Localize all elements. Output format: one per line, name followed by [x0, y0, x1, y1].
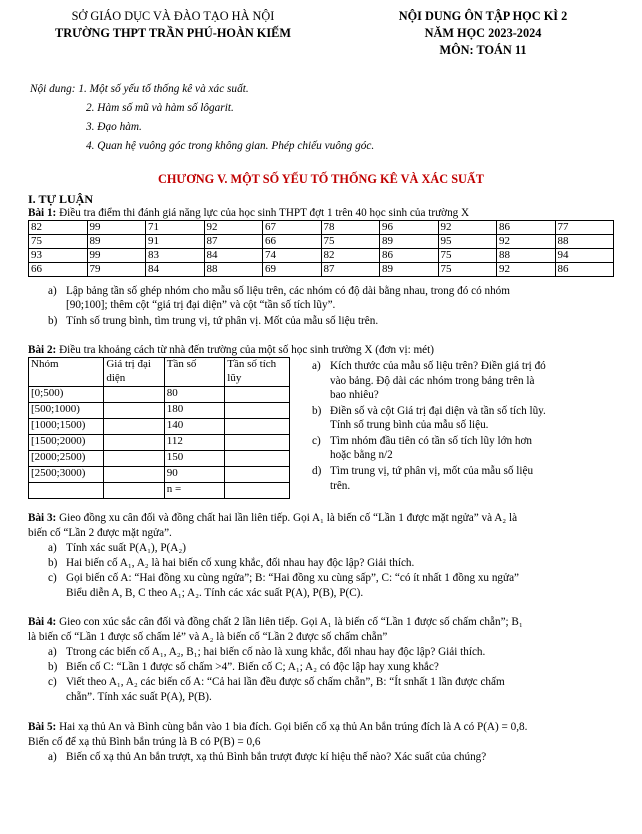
question-line: vào bảng. Độ dài các nhóm trong bảng trên là	[330, 374, 535, 387]
school-header	[28, 8, 318, 42]
score-cell: 66	[29, 263, 88, 277]
score-cell: 96	[380, 221, 439, 235]
bai4-c: c) Viết theo A₁, A₂ các biến cố A: “Cả hai lần đều được số chấm chẵn”, B: “Ít snhất 1 lần được chấm	[48, 676, 505, 688]
group-cell: [2000;2500)	[29, 451, 104, 467]
bai1-label: Bài 1:	[28, 207, 57, 219]
cumulative-cell	[225, 387, 290, 403]
frequency-cell: 90	[164, 467, 224, 483]
midpoint-cell	[104, 387, 164, 403]
score-cell: 86	[497, 221, 556, 235]
table-row	[29, 221, 614, 235]
content-item: 1. Một số yếu tố thống kê và xác suất.	[78, 83, 249, 95]
table-row	[29, 249, 614, 263]
score-cell: 75	[321, 235, 380, 249]
item-marker: b)	[312, 404, 322, 417]
question-line: bao nhiêu?	[330, 389, 379, 402]
group-cell	[29, 483, 104, 499]
bai4-b: b) Biến cố C: “Lần 1 được số chấm >4”. Biến cố C; A₁; A₂ có độc lập hay xung khắc?	[48, 661, 439, 673]
table-row	[29, 451, 290, 467]
bai4-prompt	[28, 615, 523, 630]
bai5-line2: Biến cố để xạ thủ Bình bắn trúng là B có P(B) = 0,6	[28, 736, 261, 748]
score-cell: 88	[204, 263, 263, 277]
section-title: I. TỰ LUẬN	[28, 192, 94, 206]
header-cumulative: Tần số tích lũy	[225, 358, 290, 387]
midpoint-cell	[104, 435, 164, 451]
bai4-c-line1: Viết theo A₁, A₂ các biến cố A: “Cả hai lần đều được số chấm chẵn”, B: “Ít snhất 1 lần được chấm	[66, 676, 505, 688]
question-line: Kích thước của mẫu số liệu trên? Điền giá trị đó	[330, 360, 546, 372]
midpoint-cell	[104, 419, 164, 435]
group-cell: [500;1000)	[29, 403, 104, 419]
bai3-b-text: Hai biến cố A₁, A₂ là hai biến cố xung khắc, đối nhau hay độc lập? Giải thích.	[66, 557, 415, 569]
bai3-c-line2: Biểu diễn A, B, C theo A₁; A₂. Tính các xác suất P(A), P(B), P(C).	[66, 587, 364, 599]
bai1-a	[48, 284, 510, 299]
group-cell: [1000;1500)	[29, 419, 104, 435]
midpoint-cell	[104, 467, 164, 483]
score-cell: 69	[263, 263, 322, 277]
midpoint-cell	[104, 451, 164, 467]
bai3-prompt	[28, 511, 517, 526]
bai3-c: c) Gọi biến cố A: “Hai đồng xu cùng ngửa”; B: “Hai đồng xu cùng sấp”, C: “có ít nhất 1 đồng xu ngửa”	[48, 572, 520, 584]
question-line: Tính số trung bình của mẫu số liệu.	[330, 419, 489, 432]
bai1-text: Điều tra điểm thi đánh giá năng lực của học sinh THPT đợt 1 trên 40 học sinh của trường X	[56, 207, 470, 219]
bai2-label: Bài 2:	[28, 344, 57, 356]
frequency-cell: 80	[164, 387, 224, 403]
table-row	[29, 419, 290, 435]
group-cell: [0;500)	[29, 387, 104, 403]
bai3-line2: biến cố “Lần 2 được mặt ngửa”.	[28, 527, 172, 539]
frequency-cell: 180	[164, 403, 224, 419]
bai1-a-line1: Lập bảng tần số ghép nhóm cho mẫu số liệu trên, các nhóm có độ dài bằng nhau, trong đó có nhóm	[66, 285, 510, 297]
department-name: SỞ GIÁO DỤC VÀ ĐÀO TẠO HÀ NỘI	[71, 9, 275, 23]
score-cell: 86	[555, 263, 614, 277]
score-cell: 84	[204, 249, 263, 263]
score-cell: 75	[29, 235, 88, 249]
score-cell: 84	[146, 263, 205, 277]
exam-header	[352, 8, 614, 59]
content-label: Nội dung:	[30, 83, 76, 95]
frequency-cell: 150	[164, 451, 224, 467]
score-cell: 77	[555, 221, 614, 235]
school-year: NĂM HỌC 2023-2024	[424, 26, 542, 40]
bai3-a-text: Tính xác suất P(A₁), P(A₂)	[66, 542, 186, 554]
bai2-text: Điều tra khoảng cách từ nhà đến trường của một số học sinh trường X (đơn vị: mét)	[56, 344, 434, 356]
bai4-label: Bài 4:	[28, 616, 57, 628]
bai4-line1: Gieo con xúc sắc cân đối và đồng chất 2 lần liên tiếp. Gọi A₁ là biến cố “Lần 1 được số chấm chẵn”; B₁	[56, 616, 523, 628]
score-cell: 93	[29, 249, 88, 263]
bai2-question	[312, 434, 612, 463]
cumulative-cell	[225, 467, 290, 483]
item-marker: a)	[48, 285, 57, 297]
cumulative-cell	[225, 435, 290, 451]
bai3-a: a) Tính xác suất P(A₁), P(A₂)	[48, 542, 186, 554]
score-cell: 88	[497, 249, 556, 263]
score-cell: 87	[321, 263, 380, 277]
bai3-b: b) Hai biến cố A₁, A₂ là hai biến cố xung khắc, đối nhau hay độc lập? Giải thích.	[48, 557, 415, 569]
bai1-b-line: Tính số trung bình, tìm trung vị, tứ phân vị. Mốt của mẫu số liệu trên.	[66, 315, 379, 327]
header-frequency: Tần số	[164, 358, 224, 387]
score-cell: 75	[438, 263, 497, 277]
score-cell: 92	[204, 221, 263, 235]
bai4-b-text: Biến cố C: “Lần 1 được số chấm >4”. Biến cố C; A₁; A₂ có độc lập hay xung khắc?	[66, 661, 439, 673]
exam-title: NỘI DUNG ÔN TẬP HỌC KÌ 2	[398, 9, 568, 23]
table-row	[29, 387, 290, 403]
score-cell: 82	[29, 221, 88, 235]
group-cell: [1500;2000)	[29, 435, 104, 451]
score-cell: 99	[87, 221, 146, 235]
bai1-table	[28, 220, 614, 277]
bai5-a: a) Biến cố xạ thủ An bắn trượt, xạ thủ Bình bắn trượt được kí hiệu thế nào? Xác suất của chúng?	[48, 751, 487, 763]
score-cell: 99	[87, 249, 146, 263]
bai4-line2: là biến cố “Lần 1 được số chấm lẻ” và A₂ là biến cố “Lần 2 được số chấm chẵn”	[28, 631, 388, 643]
bai2-prompt	[28, 343, 434, 358]
bai1-a-line2: [90;100]; thêm cột “giá trị đại diện” và cột “tần số tích lũy”.	[66, 299, 336, 311]
cumulative-cell	[225, 419, 290, 435]
score-cell: 92	[497, 263, 556, 277]
frequency-cell: 140	[164, 419, 224, 435]
bai4-a: a) Ttrong các biến cố A₁, A₂, B₁; hai biến cố nào là xung khắc, đối nhau hay độc lập? Giải thích.	[48, 646, 486, 658]
table-row	[29, 467, 290, 483]
question-line: trên.	[330, 479, 351, 492]
item-marker: d)	[312, 464, 322, 477]
bai2-table	[28, 357, 290, 499]
subject: MÔN: TOÁN 11	[439, 43, 527, 57]
bai4-c-line2: chẵn”. Tính xác suất P(A), P(B).	[66, 691, 212, 703]
score-cell: 74	[263, 249, 322, 263]
score-cell: 94	[555, 249, 614, 263]
table-row	[29, 435, 290, 451]
header-group: Nhóm	[29, 358, 104, 387]
bai2-question	[312, 404, 612, 433]
bai5-a-text: Biến cố xạ thủ An bắn trượt, xạ thủ Bình bắn trượt được kí hiệu thế nào? Xác suất của chúng?	[66, 751, 487, 763]
bai2-questions	[312, 359, 612, 494]
score-cell: 71	[146, 221, 205, 235]
bai3-c-line1: Gọi biến cố A: “Hai đồng xu cùng ngửa”; B: “Hai đồng xu cùng sấp”, C: “có ít nhất 1 đồng xu ngửa”	[66, 572, 520, 584]
frequency-cell: n =	[164, 483, 224, 499]
score-cell: 91	[146, 235, 205, 249]
header-midpoint: Giá trị đại diện	[104, 358, 164, 387]
school-name: TRƯỜNG THPT TRẦN PHÚ-HOÀN KIẾM	[55, 26, 291, 40]
bai3-line1: Gieo đồng xu cân đối và đồng chất hai lần liên tiếp. Gọi A₁ là biến cố “Lần 1 được mặt ngửa” và A₂ là	[56, 512, 518, 524]
bai5-prompt	[28, 720, 527, 735]
score-cell: 66	[263, 235, 322, 249]
table-row	[29, 263, 614, 277]
item-marker: a)	[312, 360, 321, 372]
cumulative-cell	[225, 403, 290, 419]
question-line: hoặc bằng n/2	[330, 449, 393, 462]
score-cell: 89	[380, 235, 439, 249]
table-row	[29, 483, 290, 499]
bai2-question	[312, 359, 612, 403]
score-cell: 88	[555, 235, 614, 249]
score-cell: 78	[321, 221, 380, 235]
content-item: 3. Đạo hàm.	[86, 121, 142, 133]
score-cell: 89	[87, 235, 146, 249]
item-marker: c)	[312, 434, 321, 447]
group-cell: [2500;3000)	[29, 467, 104, 483]
score-cell: 82	[321, 249, 380, 263]
score-cell: 92	[438, 221, 497, 235]
frequency-cell: 112	[164, 435, 224, 451]
score-cell: 95	[438, 235, 497, 249]
table-row	[29, 403, 290, 419]
question-line: Tìm nhóm đầu tiên có tần số tích lũy lớn hơn	[330, 434, 532, 447]
bai1-b	[48, 314, 379, 329]
item-marker: b)	[48, 315, 58, 327]
chapter-title: CHƯƠNG V. MỘT SỐ YẾU TỐ THỐNG KÊ VÀ XÁC SUẤT	[157, 172, 485, 186]
question-line: Điền số và cột Giá trị đại diện và tần số tích lũy.	[330, 404, 546, 417]
score-cell: 92	[497, 235, 556, 249]
score-cell: 87	[204, 235, 263, 249]
table-row	[29, 235, 614, 249]
bai3-label: Bài 3:	[28, 512, 57, 524]
bai5-line1: Hai xạ thủ An và Bình cùng bắn vào 1 bia đích. Gọi biến cố xạ thủ An bắn trúng đích là A có P(A) = 0,8.	[56, 721, 528, 733]
score-cell: 67	[263, 221, 322, 235]
bai2-question	[312, 464, 612, 493]
score-cell: 83	[146, 249, 205, 263]
score-cell: 79	[87, 263, 146, 277]
score-cell: 86	[380, 249, 439, 263]
score-cell: 75	[438, 249, 497, 263]
bai1-prompt	[28, 206, 469, 221]
content-item: 2. Hàm số mũ và hàm số lôgarit.	[86, 102, 234, 114]
bai5-label: Bài 5:	[28, 721, 57, 733]
content-list	[30, 82, 374, 158]
midpoint-cell	[104, 483, 164, 499]
cumulative-cell	[225, 451, 290, 467]
bai4-a-text: Ttrong các biến cố A₁, A₂, B₁; hai biến cố nào là xung khắc, đối nhau hay độc lập? Giải thích.	[66, 646, 486, 658]
question-line: Tìm trung vị, tứ phân vị, mốt của mẫu số liệu	[330, 464, 534, 477]
content-item: 4. Quan hệ vuông góc trong không gian. Phép chiếu vuông góc.	[86, 140, 375, 152]
midpoint-cell	[104, 403, 164, 419]
cumulative-cell	[225, 483, 290, 499]
score-cell: 89	[380, 263, 439, 277]
